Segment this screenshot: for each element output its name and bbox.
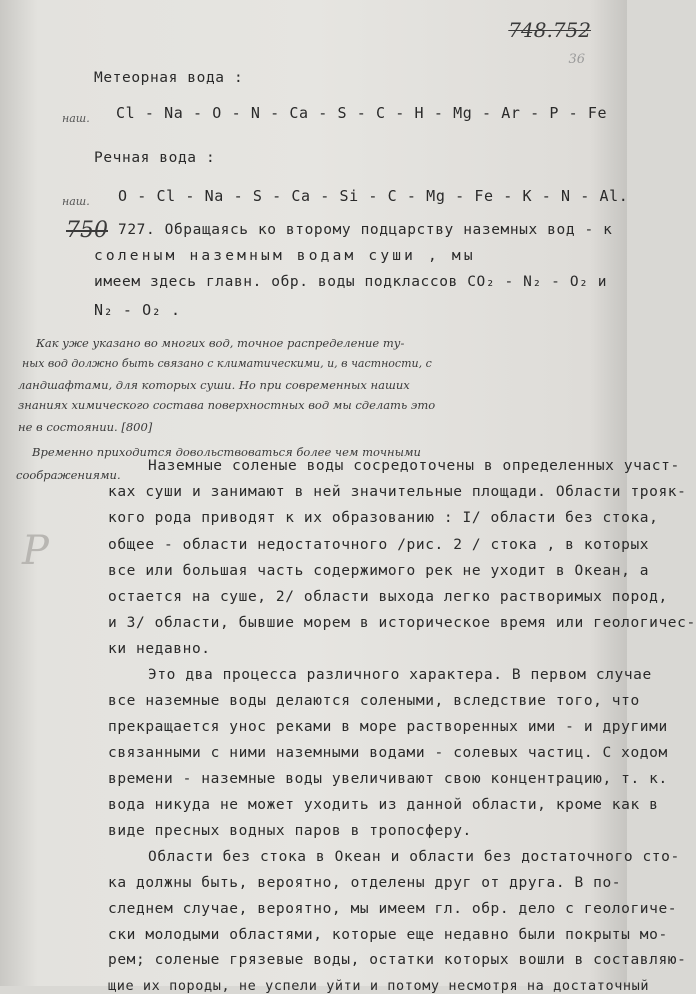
body-line-18: следнем случае, вероятно, мы имеем гл. обр. дело с геологиче- bbox=[108, 901, 678, 917]
page-number: 748.752 bbox=[508, 18, 591, 42]
river-water-heading: Речная вода : bbox=[94, 150, 216, 166]
body-line-6: остается на суше, 2/ области выхода легко растворимых пород, bbox=[108, 589, 668, 605]
body-line-4: общее - области недостаточного /рис. 2 / стока , в которых bbox=[108, 537, 650, 553]
handwritten-line-7: соображениями. bbox=[16, 468, 121, 482]
struck-section-number: 750 bbox=[66, 218, 108, 243]
handwritten-line-2: ных вод должно быть связано с климатическими, и, в частности, с bbox=[22, 357, 432, 370]
stamp-letter: P bbox=[22, 528, 49, 574]
meteoric-water-heading: Метеорная вода : bbox=[94, 70, 244, 86]
body-line-12: связанными с ними наземными водами - солевых частиц. С ходом bbox=[108, 745, 668, 761]
section-727-line-4: N₂ - O₂ . bbox=[94, 301, 181, 319]
body-line-5: все или большая часть содержимого рек не уходит в Океан, а bbox=[108, 563, 650, 579]
meteoric-water-formula: Cl - Na - O - N - Ca - S - C - H - Mg - Ar - P - Fe bbox=[116, 104, 608, 122]
body-line-3: кого рода приводят к их образованию : I/ области без стока, bbox=[108, 510, 659, 526]
body-line-16: Области без стока в Океан и области без достаточного сто- bbox=[148, 849, 680, 865]
handwritten-line-5: не в состоянии. [800] bbox=[18, 420, 153, 434]
handwritten-line-6: Временно приходится довольствоваться более чем точными bbox=[32, 445, 421, 459]
section-727-line-2: соленым наземным водам суши , мы bbox=[94, 248, 476, 264]
body-line-1: Наземные соленые воды сосредоточены в определенных участ- bbox=[148, 458, 680, 474]
body-line-17: ка должны быть, вероятно, отделены друг от друга. В по- bbox=[108, 875, 622, 891]
section-727-line-3: имеем здесь главн. обр. воды подклассов CO₂ - N₂ - O₂ и bbox=[94, 274, 608, 290]
pencil-note: 36 bbox=[568, 52, 585, 67]
handwritten-line-3: ландшафтами, для которых суши. Но при современных наших bbox=[18, 378, 410, 392]
body-line-19: ски молодыми областями, которые еще недавно были покрыты мо- bbox=[108, 927, 668, 943]
margin-prefix-2: наш. bbox=[62, 195, 90, 208]
handwritten-line-4: знаниях химического состава поверхностных вод мы сделать это bbox=[18, 398, 436, 412]
body-line-21: щие их породы, не успели уйти и потому несмотря на достаточный bbox=[108, 978, 650, 994]
body-line-11: прекращается унос реками в море растворенных ими - и другими bbox=[108, 719, 668, 735]
margin-prefix-1: наш. bbox=[62, 112, 90, 125]
handwritten-line-1: Как уже указано во многих вод, точное распределение ту- bbox=[36, 336, 405, 350]
body-line-9: Это два процесса различного характера. В первом случае bbox=[148, 667, 652, 683]
body-line-15: виде пресных водных паров в тропосферу. bbox=[108, 823, 472, 839]
body-line-14: вода никуда не может уходить из данной области, кроме как в bbox=[108, 797, 659, 813]
body-line-2: ках суши и занимают в ней значительные площади. Области трояк- bbox=[108, 484, 687, 500]
body-line-10: все наземные воды делаются солеными, вследствие того, что bbox=[108, 693, 640, 709]
body-line-20: рем; соленые грязевые воды, остатки которых вошли в составляю- bbox=[108, 952, 687, 968]
body-line-7: и 3/ области, бывшие морем в историческое время или геологичес- bbox=[108, 615, 696, 631]
river-water-formula: O - Cl - Na - S - Ca - Si - C - Mg - Fe - K - N - Al. bbox=[118, 187, 629, 205]
section-727-line-1: 727. Обращаясь ко второму подцарству наземных вод - к bbox=[118, 222, 613, 238]
body-line-13: времени - наземные воды увеличивают свою концентрацию, т. к. bbox=[108, 771, 668, 787]
body-line-8: ки недавно. bbox=[108, 641, 211, 657]
